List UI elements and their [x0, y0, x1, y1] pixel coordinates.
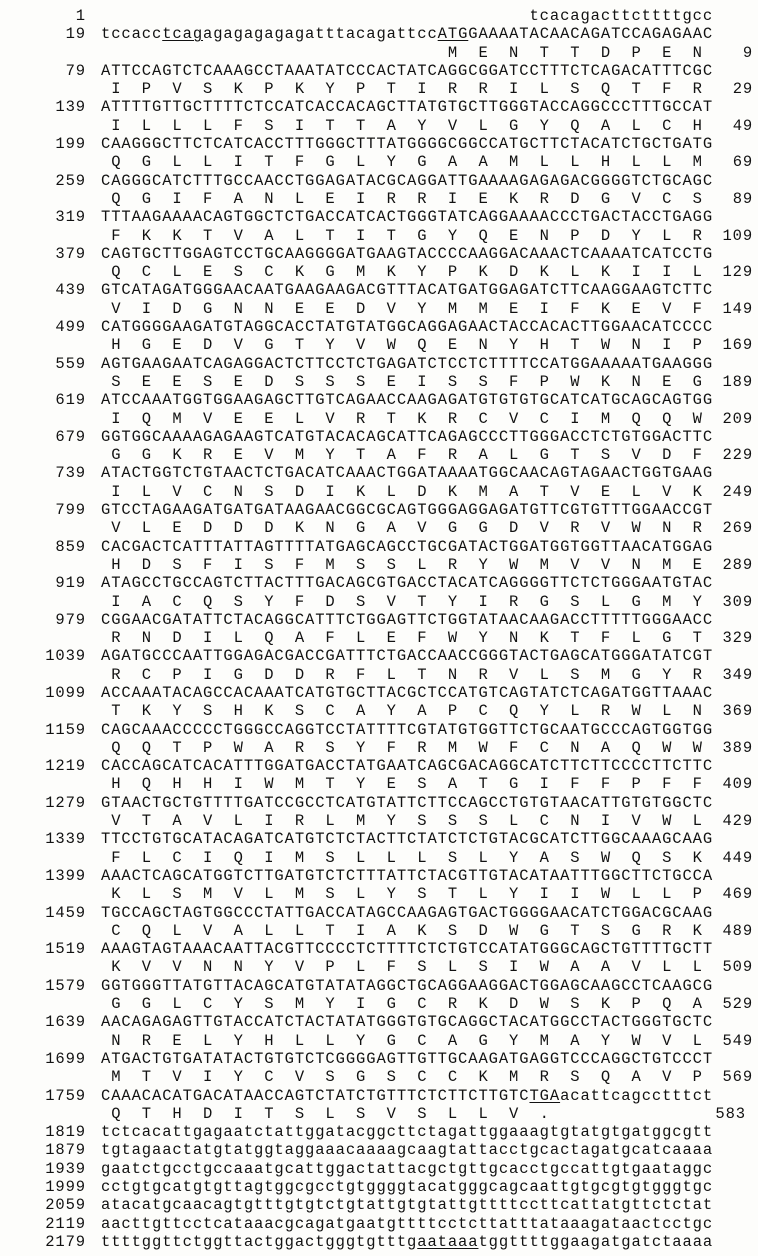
amino-acid-sequence: F K K T V A L T I T G Y Q E N P D Y L R [101, 226, 714, 245]
nucleotide-sequence: TTTAAGAAAACAGTGGCTCTGACCATCACTGGGTATCAGGAAAACCCTGACTACCTGAGG [101, 208, 714, 227]
aa-position-label: 89 [732, 189, 754, 208]
aa-position-label: 149 [722, 299, 754, 318]
aa-position-label: 329 [722, 629, 754, 648]
nt-position-label: 1219 [45, 757, 86, 776]
nucleotide-sequence: tccacctcagagagagagagatttacagattccATGGAAAATACAACAGATCCAGAGAAC [101, 25, 714, 44]
amino-acid-row [0, 446, 758, 464]
nucleotide-row [0, 208, 758, 226]
aa-position-label: 249 [722, 482, 754, 501]
amino-acid-row [0, 593, 758, 611]
aa-position-label: 129 [722, 263, 754, 282]
nt-position-label: 979 [55, 610, 86, 629]
nucleotide-sequence: ATCCAAATGGTGGAAGAGCTTGTCAGAACCAAGAGATGTGTGTGCATCATGCAGCAGTGG [101, 391, 714, 410]
aa-position-label: 469 [722, 885, 754, 904]
nucleotide-row [0, 1215, 758, 1233]
nucleotide-row [0, 464, 758, 482]
amino-acid-sequence: S E E S E D S S S E I S S F P W K N E G [101, 372, 714, 391]
nt-position-label: 1159 [45, 720, 86, 739]
nucleotide-row [0, 904, 758, 922]
amino-acid-row [0, 666, 758, 684]
aa-position-label: 409 [722, 775, 754, 794]
nt-position-label: 319 [55, 208, 86, 227]
nucleotide-sequence: ATTTTGTTGCTTTTCTCCATCACCACAGCTTATGTGCTTGGGTACCAGGCCCTTTGCCAT [101, 98, 714, 117]
start-codon: ATG [437, 25, 469, 44]
polyadenylation-signal: aataaa [417, 1232, 479, 1251]
nt-position-label: 1699 [45, 1049, 86, 1068]
nucleotide-row [0, 25, 758, 43]
nucleotide-sequence: ACCAAATACAGCCACAAATCATGTGCTTACGCTCCATGTCAGTATCTCAGATGGTTAAAC [101, 683, 714, 702]
nt-position-label: 1459 [45, 903, 86, 922]
nt-position-label: 1819 [45, 1123, 86, 1142]
nt-position-label: 439 [55, 281, 86, 300]
nucleotide-row [0, 62, 758, 80]
amino-acid-row [0, 153, 758, 171]
amino-acid-sequence: K L S M V L M S L Y S T L Y I I W L L P [101, 885, 714, 904]
nt-position-label: 1 [75, 7, 86, 25]
nucleotide-row [0, 611, 758, 629]
nucleotide-sequence: CACGACTCATTTATTAGTTTTATGAGCAGCCTGCGATACTGGATGGTGGTTAACATGGAG [101, 537, 714, 556]
nucleotide-sequence: GTCCTAGAAGATGATGATAAGAACGGCGCAGTGGGAGGAGATGTTCGTGTTTGGAACCGT [101, 501, 714, 520]
amino-acid-sequence: T K Y S H K S C A Y A P C Q Y L R W L N [101, 702, 714, 721]
aa-position-label: 389 [722, 738, 754, 757]
nucleotide-row [0, 1013, 758, 1031]
amino-acid-row [0, 44, 758, 62]
aa-position-label: 29 [732, 80, 754, 99]
nt-position-label: 139 [55, 98, 86, 117]
amino-acid-row [0, 849, 758, 867]
amino-acid-row [0, 519, 758, 537]
stop-codon: TGA [529, 1086, 561, 1105]
nt-position-label: 1639 [45, 1013, 86, 1032]
amino-acid-sequence: H Q H H I W M T Y E S A T G I F F P F F [101, 775, 714, 794]
amino-acid-sequence: G G L C Y S M Y I G C R K D W S K P Q A [101, 995, 714, 1014]
nucleotide-sequence: AGTGAAGAATCAGAGGACTCTTCCTCTGAGATCTCCTCTTTTCCATGGAAAAATGAAGGG [101, 354, 714, 373]
amino-acid-sequence: I L L L F S I T T A Y V L G Y Q A L C H [101, 116, 714, 135]
aa-position-label: 109 [722, 226, 754, 245]
amino-acid-sequence: F L C I Q I M S L L L S L Y A S W Q S K [101, 848, 714, 867]
nt-position-label: 1519 [45, 940, 86, 959]
nucleotide-sequence: TTCCTGTGCATACAGATCATGTCTCTACTTCTATCTCTGTACGCATCTTGGCAAAGCAAG [101, 830, 714, 849]
nucleotide-sequence: AAAGTAGTAAACAATTACGTTCCCCTCTTTTCTCTGTCCATATGGGCAGCTGTTTTGCTT [101, 940, 714, 959]
nt-position-label: 1939 [45, 1159, 86, 1178]
nt-position-label: 919 [55, 574, 86, 593]
aa-position-label: 69 [732, 153, 754, 172]
amino-acid-row [0, 1068, 758, 1086]
amino-acid-row [0, 1032, 758, 1050]
nt-position-label: 1579 [45, 976, 86, 995]
amino-acid-row [0, 263, 758, 281]
nucleotide-row [0, 1087, 758, 1105]
aa-position-label: 9 [742, 43, 754, 62]
amino-acid-row [0, 629, 758, 647]
nucleotide-sequence: AAACTCAGCATGGTCTTGATGTCTCTTTATTCTACGTTGTACATAATTTGGCTTCTGCCA [101, 866, 714, 885]
amino-acid-sequence: I A C Q S Y F D S V T Y I R G S L G M Y [101, 592, 714, 611]
nt-position-label: 259 [55, 171, 86, 190]
aa-position-label: 189 [722, 372, 754, 391]
nucleotide-row [0, 1141, 758, 1159]
nucleotide-sequence: CAGCAAACCCCCTGGGCCAGGTCCTATTTTCGTATGTGGTTCTGCAATGCCCAGTGGTGG [101, 720, 714, 739]
nucleotide-row [0, 391, 758, 409]
nt-position-label: 1399 [45, 866, 86, 885]
amino-acid-row [0, 958, 758, 976]
amino-acid-row [0, 702, 758, 720]
nucleotide-row [0, 501, 758, 519]
amino-acid-sequence: M T V I Y C V S G S C C K M R S Q A V P [101, 1068, 714, 1087]
aa-position-label: 583 [715, 1104, 746, 1123]
nucleotide-sequence: AACAGAGAGTTGTACCATCTACTATATGGGTGTGCAGGCTACATGGCCTACTGGGTGCTC [101, 1013, 714, 1032]
nucleotide-row [0, 647, 758, 665]
nt-position-label: 1339 [45, 830, 86, 849]
tcag-motif: tcag [162, 25, 204, 44]
nt-position-label: 739 [55, 464, 86, 483]
amino-acid-row [0, 373, 758, 391]
nucleotide-row [0, 281, 758, 299]
amino-acid-row [0, 336, 758, 354]
nucleotide-row [0, 1123, 758, 1141]
nucleotide-row [0, 757, 758, 775]
nucleotide-row [0, 135, 758, 153]
nucleotide-sequence: CAGGGCATCTTTGCCAACCTGGAGATACGCAGGATTGAAAAGAGAGACGGGGTCTGCAGC [101, 171, 714, 190]
nt-position-label: 1039 [45, 647, 86, 666]
nucleotide-row [0, 1196, 758, 1214]
nt-position-label: 19 [65, 25, 86, 44]
nt-position-label: 1999 [45, 1178, 86, 1196]
nucleotide-sequence: CAAGGGCTTCTCATCACCTTTGGGCTTTATGGGGCGGCCATGCTTCTACATCTGCTGATG [101, 135, 714, 154]
nucleotide-sequence: aacttgttcctcataaacgcagatgaatgttttcctcttatttataaagataactcctgc [101, 1214, 714, 1233]
amino-acid-row [0, 556, 758, 574]
nucleotide-sequence: tctcacattgagaatctattggatacggcttctagattggaaagtgtatgtgatggcgtt [101, 1123, 714, 1142]
amino-acid-sequence: Q G I F A N L E I R R I E K R D G V C S [101, 189, 714, 208]
nt-position-label: 799 [55, 501, 86, 520]
nt-position-label: 2119 [45, 1214, 86, 1233]
aa-position-label: 449 [722, 848, 754, 867]
amino-acid-sequence: I L V C N S D I K L D K M A T V E L V K [101, 482, 714, 501]
nucleotide-sequence: ATACTGGTCTGTAACTCTGACATCAAACTGGATAAAATGGCAACAGTAGAACTGGTGAAG [101, 464, 714, 483]
nt-position-label: 379 [55, 244, 86, 263]
aa-position-label: 489 [722, 921, 754, 940]
amino-acid-sequence: V L E D D D K N G A V G G D V R V W N R [101, 519, 714, 538]
amino-acid-sequence: I P V S K P K Y P T I R R I L S Q T F R [101, 80, 714, 99]
nucleotide-sequence: ATGACTGTGATATACTGTGTCTCGGGGAGTTGTTGCAAGATGAGGTCCCAGGCTGTCCCT [101, 1049, 714, 1068]
nucleotide-sequence: CGGAACGATATTCTACAGGCATTTCTGGAGTTCTGGTATAACAAGACCTTTTTGGGAACC [101, 610, 714, 629]
nucleotide-sequence: atacatgcaacagtgtttgtgtctgtattgtgtattgttttccttcattatgttctctat [101, 1196, 714, 1215]
amino-acid-sequence: H G E D V G T Y V W Q E N Y H T W N I P [101, 336, 714, 355]
nucleotide-sequence: TGCCAGCTAGTGGCCCTATTGACCATAGCCAAGAGTGACTGGGGAACATCTGGACGCAAG [101, 903, 714, 922]
amino-acid-row [0, 775, 758, 793]
nucleotide-row [0, 794, 758, 812]
nt-position-label: 79 [65, 61, 86, 80]
amino-acid-sequence: I Q M V E E L V R T K R C V C I M Q Q W [101, 409, 714, 428]
amino-acid-row [0, 885, 758, 903]
nucleotide-sequence: CACCAGCATCACATTTGGATGACCTATGAATCAGCGACAGGCATCTTCTTCCCCTTCTTC [101, 757, 714, 776]
nucleotide-row [0, 1178, 758, 1196]
aa-position-label: 569 [722, 1068, 754, 1087]
aa-position-label: 169 [722, 336, 754, 355]
nt-position-label: 559 [55, 354, 86, 373]
nucleotide-row [0, 1160, 758, 1178]
nt-position-label: 499 [55, 318, 86, 337]
nucleotide-row [0, 318, 758, 336]
amino-acid-row [0, 227, 758, 245]
aa-position-label: 509 [722, 958, 754, 977]
nt-position-label: 1279 [45, 793, 86, 812]
nucleotide-row [0, 428, 758, 446]
nucleotide-sequence: gaatctgcctgccaaatgcattggactattacgctgttgcacctgccattgtgaataggc [101, 1159, 714, 1178]
aa-position-label: 309 [722, 592, 754, 611]
nucleotide-sequence: CAAACACATGACATAACCAGTCTATCTGTTTCTCTTCTTGTCTGAacattcagcctttct [101, 1086, 714, 1105]
aa-position-label: 289 [722, 555, 754, 574]
amino-acid-sequence: Q T H D I T S L S V S L L V . [101, 1104, 561, 1123]
nucleotide-sequence: ATAGCCTGCCAGTCTTACTTTGACAGCGTGACCTACATCAGGGGTTCTCTGGGAATGTAC [101, 574, 714, 593]
nucleotide-row [0, 940, 758, 958]
amino-acid-sequence: V I D G N N E E D V Y M M E I F K E V F [101, 299, 714, 318]
amino-acid-row [0, 739, 758, 757]
aa-position-label: 529 [722, 995, 754, 1014]
nucleotide-row [0, 245, 758, 263]
aa-position-label: 209 [722, 409, 754, 428]
nt-position-label: 859 [55, 537, 86, 556]
nucleotide-sequence: ATTCCAGTCTCAAAGCCTAAATATCCCACTATCAGGCGGATCCTTTCTCAGACATTTCGC [101, 61, 714, 80]
aa-position-label: 429 [722, 812, 754, 831]
nucleotide-sequence: ttttggttctggttactggactgggtgtttgaataaatggttttggaagatgatctaaaa [101, 1232, 714, 1251]
nucleotide-row [0, 355, 758, 373]
amino-acid-sequence: G G K R E V M Y T A F R A L G T S V D F [101, 446, 714, 465]
nucleotide-sequence: tcacagacttcttttgcc [101, 7, 714, 25]
amino-acid-row [0, 995, 758, 1013]
aa-position-label: 269 [722, 519, 754, 538]
amino-acid-row [0, 80, 758, 98]
amino-acid-sequence: V T A V L I R L M Y S S S L C N I V W L [101, 812, 714, 831]
nucleotide-sequence: CATGGGGAAGATGTAGGCACCTATGTATGGCAGGAGAACTACCACACTTGGAACATCCCC [101, 318, 714, 337]
nucleotide-sequence: CAGTGCTTGGAGTCCTGCAAGGGGATGAAGTACCCCAAGGACAAACTCAAAATCATCCTG [101, 244, 714, 263]
nucleotide-row [0, 830, 758, 848]
amino-acid-sequence: K V V N N Y V P L F S L S I W A A V L L [101, 958, 714, 977]
aa-position-label: 349 [722, 665, 754, 684]
amino-acid-sequence: Q C L E S C K G M K Y P K D K L K I I L [101, 263, 714, 282]
nucleotide-sequence: GTCATAGATGGGAACAATGAAGAAGACGTTTACATGATGGAGATCTTCAAGGAAGTCTTC [101, 281, 714, 300]
nucleotide-sequence: GGTGGCAAAAGAGAAGTCATGTACACAGCATTCAGAGCCCTTGGGACCTCTGTGGACTTC [101, 427, 714, 446]
nucleotide-row [0, 98, 758, 116]
nucleotide-row [0, 1233, 758, 1251]
nucleotide-sequence: GTAACTGCTGTTTTGATCCGCCTCATGTATTCTTCCAGCCTGTGTAACATTGTGTGGCTC [101, 793, 714, 812]
nucleotide-sequence: AGATGCCCAATTGGAGACGACCGATTTCTGACCAACCGGGTACTGAGCATGGGATATCGT [101, 647, 714, 666]
aa-position-label: 369 [722, 702, 754, 721]
nucleotide-row [0, 574, 758, 592]
nucleotide-sequence: GGTGGGTTATGTTACAGCATGTATATAGGCTGCAGGAAGGACTGGAGCAAGCCTCAAGCG [101, 976, 714, 995]
nt-position-label: 619 [55, 391, 86, 410]
nt-position-label: 1879 [45, 1141, 86, 1160]
nucleotide-row [0, 1050, 758, 1068]
nucleotide-row [0, 172, 758, 190]
nucleotide-row [0, 684, 758, 702]
amino-acid-row [0, 1105, 758, 1123]
amino-acid-sequence: R N D I L Q A F L E F W Y N K T F L G T [101, 629, 714, 648]
nucleotide-row [0, 538, 758, 556]
amino-acid-sequence: N R E L Y H L L Y G C A G Y M A Y W V L [101, 1031, 714, 1050]
nucleotide-row [0, 977, 758, 995]
amino-acid-row [0, 300, 758, 318]
amino-acid-sequence: Q Q T P W A R S Y F R M W F C N A Q W W [101, 738, 714, 757]
amino-acid-sequence: C Q L V A L L T I A K S D W G T S G R K [101, 921, 714, 940]
amino-acid-sequence: R C P I G D D R F L T N R V L S M G Y R [101, 665, 714, 684]
nucleotide-row [0, 721, 758, 739]
nucleotide-sequence: tgtagaactatgtatggtaggaaacaaaagcaagtattacctgcactagatgcatcaaaa [101, 1141, 714, 1160]
amino-acid-row [0, 483, 758, 501]
amino-acid-row [0, 922, 758, 940]
amino-acid-sequence: H D S F I S F M S S L R Y W M V V N M E [101, 555, 714, 574]
amino-acid-row [0, 812, 758, 830]
nucleotide-sequence: cctgtgcatgtgttagtggcgcctgtggggtacatgggcagcaattgtgcgtgtgggtgc [101, 1178, 714, 1196]
nt-position-label: 1759 [45, 1086, 86, 1105]
nt-position-label: 1099 [45, 683, 86, 702]
nt-position-label: 679 [55, 427, 86, 446]
amino-acid-row [0, 117, 758, 135]
nt-position-label: 2059 [45, 1196, 86, 1215]
nucleotide-row [0, 867, 758, 885]
nucleotide-row [0, 7, 758, 25]
amino-acid-sequence: Q G L L I T F G L Y G A A M L L H L L M [101, 153, 714, 172]
aa-position-label: 229 [722, 446, 754, 465]
nt-position-label: 199 [55, 135, 86, 154]
amino-acid-sequence: M E N T T D P E N [101, 43, 714, 62]
amino-acid-row [0, 410, 758, 428]
amino-acid-row [0, 190, 758, 208]
aa-position-label: 49 [732, 116, 754, 135]
nt-position-label: 2179 [45, 1232, 86, 1251]
aa-position-label: 549 [722, 1031, 754, 1050]
